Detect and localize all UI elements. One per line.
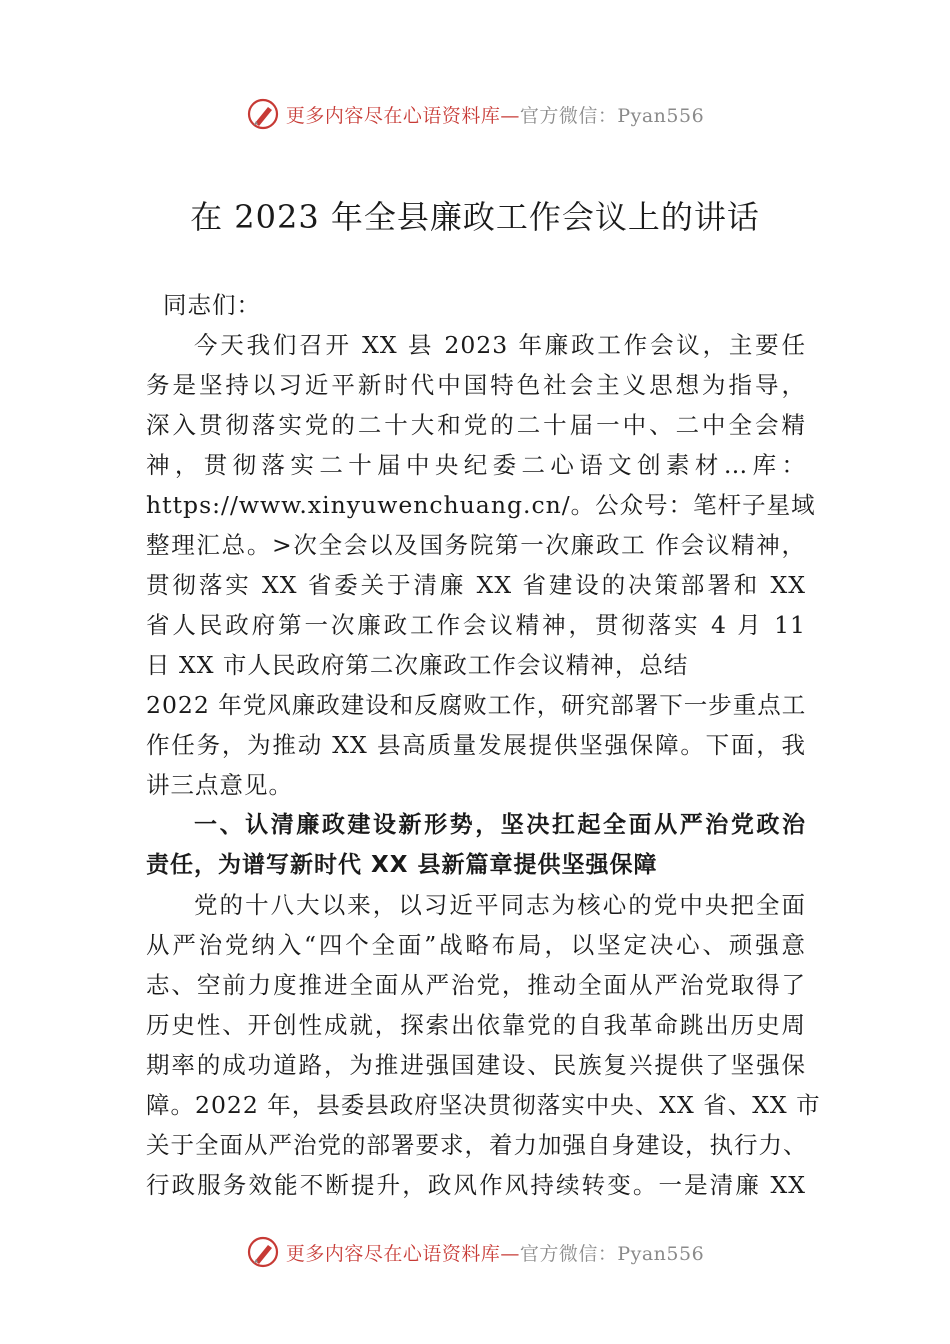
paragraph-line: 讲三点意见。 <box>146 771 293 799</box>
section-heading: 责任，为谱写新时代 XX 县新篇章提供坚强保障 <box>146 852 658 878</box>
paragraph-line: 从严治党纳入“四个全面”战略布局，以坚定决心、顽强意 <box>146 931 806 959</box>
paragraph-line: 贯彻落实 XX 省委关于清廉 XX 省建设的决策部署和 XX <box>146 571 806 599</box>
paragraph-line: 神，贯彻落实二十届中央纪委二心语文创素材…库： <box>146 451 806 479</box>
paragraph-line: 行政服务效能不断提升，政风作风持续转变。一是清廉 XX <box>146 1171 806 1199</box>
salutation: 同志们： <box>163 291 261 319</box>
paragraph-line: 障。2022 年，县委县政府坚决贯彻落实中央、XX 省、XX 市 <box>146 1091 821 1119</box>
pen-logo-icon <box>246 1235 280 1269</box>
document-title: 在 2023 年全县廉政工作会议上的讲话 <box>190 198 760 236</box>
paragraph-line: 历史性、开创性成就，探索出依靠党的自我革命跳出历史周 <box>146 1011 806 1039</box>
watermark-text-red: 更多内容尽在心语资料库— <box>285 104 520 127</box>
paragraph-line: 整理汇总。>次全会以及国务院第一次廉政工 作会议精神， <box>146 531 806 559</box>
paragraph-line: 期率的成功道路，为推进强国建设、民族复兴提供了坚强保 <box>146 1051 806 1079</box>
watermark-text-red: 更多内容尽在心语资料库— <box>285 1242 520 1265</box>
paragraph-line: 深入贯彻落实党的二十大和党的二十届一中、二中全会精 <box>146 411 806 439</box>
paragraph-line: https://www.xinyuwenchuang.cn/。公众号：笔杆子星域 <box>146 491 816 519</box>
paragraph-line: 作任务，为推动 XX 县高质量发展提供坚强保障。下面，我 <box>146 731 806 759</box>
paragraph-line: 2022 年党风廉政建设和反腐败工作，研究部署下一步重点工 <box>146 691 807 719</box>
watermark-header <box>0 94 950 134</box>
paragraph-line: 关于全面从严治党的部署要求，着力加强自身建设，执行力、 <box>146 1131 808 1159</box>
document-body <box>146 285 821 1205</box>
pen-logo-icon <box>246 97 280 131</box>
paragraph-line: 务是坚持以习近平新时代中国特色社会主义思想为指导， <box>146 371 806 399</box>
section-heading: 一、认清廉政建设新形势，坚决扛起全面从严治党政治 <box>194 812 806 838</box>
paragraph-line: 今天我们召开 XX 县 2023 年廉政工作会议，主要任 <box>194 331 806 359</box>
paragraph-line: 日 XX 市人民政府第二次廉政工作会议精神，总结 <box>146 651 689 679</box>
watermark-text-gray: 官方微信：Pyan556 <box>519 104 705 127</box>
watermark-text-gray: 官方微信：Pyan556 <box>519 1242 705 1265</box>
watermark-text <box>286 1239 704 1266</box>
paragraph-line: 党的十八大以来，以习近平同志为核心的党中央把全面 <box>194 891 806 919</box>
watermark-footer <box>0 1232 950 1272</box>
paragraph-line: 省人民政府第一次廉政工作会议精神，贯彻落实 4 月 11 <box>146 611 806 639</box>
watermark-text <box>286 101 704 128</box>
paragraph-line: 志、空前力度推进全面从严治党，推动全面从严治党取得了 <box>146 971 806 999</box>
